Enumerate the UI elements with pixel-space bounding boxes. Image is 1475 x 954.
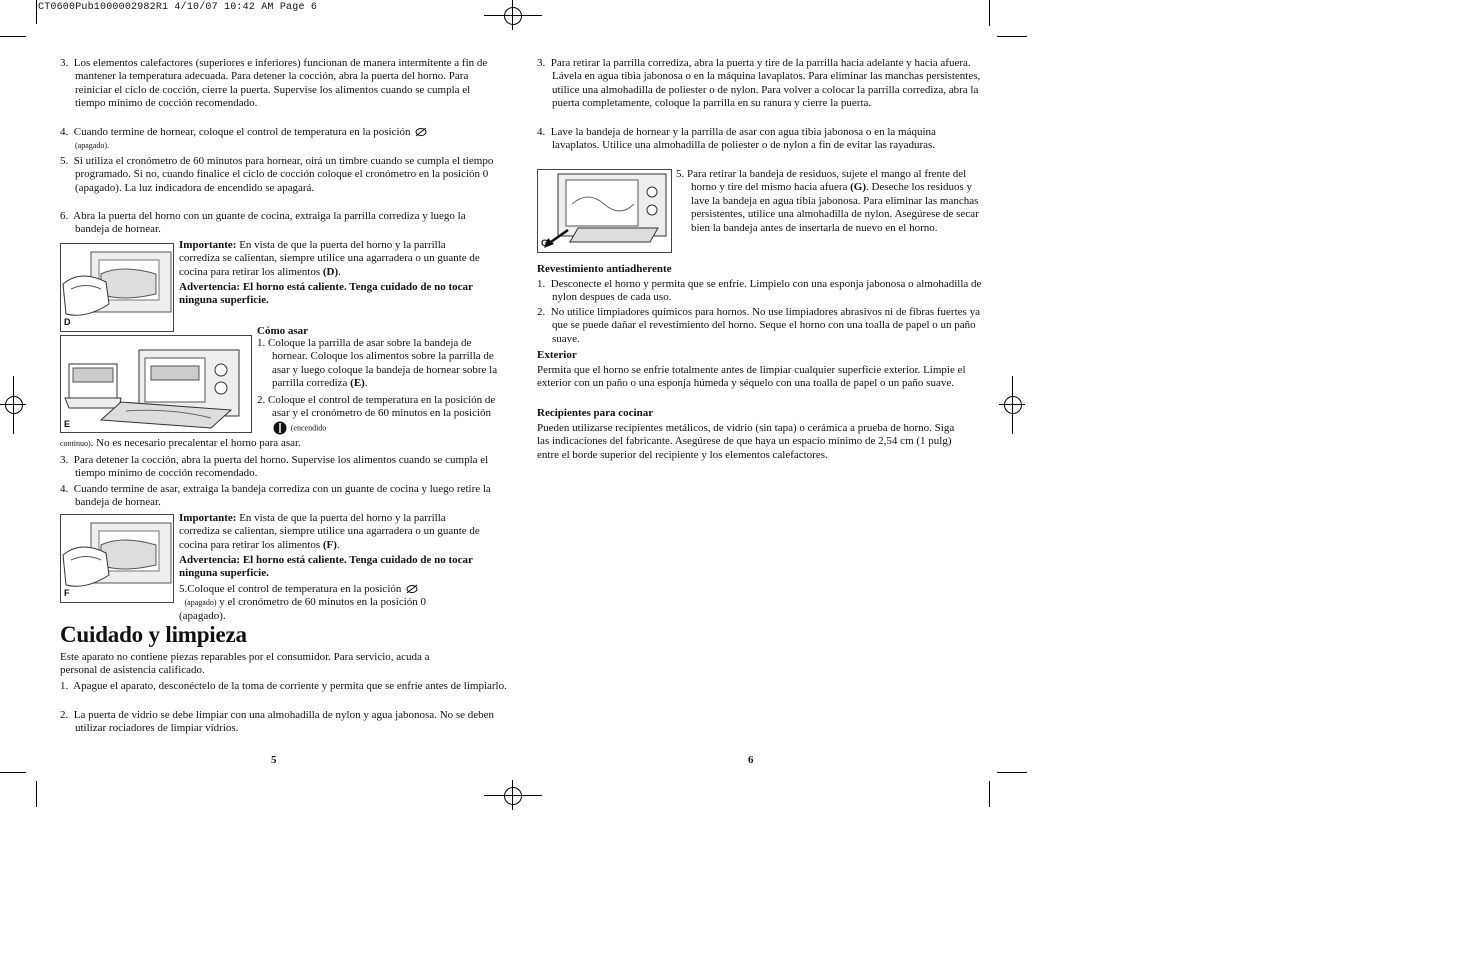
crop-mark	[997, 772, 1027, 773]
section-title: Cuidado y limpieza	[60, 622, 247, 647]
list-item: 1. Desconecte el horno y permita que se enfríe. Limpielo con una esponja jabonosa o almohadilla de nylon despues de cada uso.	[537, 278, 982, 304]
important-note-f: Importante: En vista de que la puerta del horno y la parrilla corrediza se calientan, siempre utilice una agarradera o un guante de cocina para retirar los alimentos (F).	[179, 512, 480, 551]
crop-mark	[989, 0, 990, 26]
list-item: 4. Cuando termine de hornear, coloque el control de temperatura en la posición (apagado).	[60, 126, 500, 153]
figure-label: G	[541, 238, 549, 248]
figure-label: F	[64, 588, 70, 598]
list-item: 3. Para detener la cocción, abra la puerta del horno. Supervise los alimentos cuando se cumpla el tiempo mínimo de cocción recomendado.	[60, 454, 489, 480]
list-item: 1. Coloque la parrilla de asar sobre la bandeja de hornear. Coloque los alimentos sobre la parrilla de asar y luego coloque la bandeja de hornear sobre la parrilla corrediza (E).	[257, 337, 498, 390]
section-intro: Este aparato no contiene piezas reparables por el consumidor. Para servicio, acuda a personal de asistencia calificado.	[60, 651, 430, 677]
important-note-d: Importante: En vista de que la puerta del horno y la parrilla corrediza se calientan, siempre utilice una agarradera o un guante de cocina para retirar los alimentos (D).	[179, 239, 480, 278]
section-heading: Revestimiento antiadherente	[537, 263, 672, 275]
crop-mark	[0, 36, 26, 37]
figure-label: D	[64, 317, 71, 327]
figure-d-oven-door	[60, 243, 174, 332]
list-item: 3. Los elementos calefactores (superiores e inferiores) funcionan de manera intermitente a fin de mantener la temperatura adecuada. Para detener la cocción, abra la puerta del horno. Para reiniciar el ciclo de cocción, cierre la puerta. Supervise los alimentos cuando se cumpla el tiempo mínimo de cocción recomendado.	[60, 57, 488, 110]
list-item: 4. Cuando termine de asar, extraiga la bandeja corrediza con un guante de cocina y luego retire la bandeja de hornear.	[60, 483, 491, 509]
list-item: 4. Lave la bandeja de hornear y la parrilla de asar con agua tibia jabonosa o en la máquina lavaplatos. Utilice una almohadilla de poliester o de nylon a fin de evitar las rayaduras.	[537, 126, 936, 152]
list-item: 1. Apague el aparato, desconéctelo de la toma de corriente y permita que se enfríe antes de limpiarlo.	[60, 680, 507, 692]
list-item: 5. Para retirar la bandeja de residuos, sujete el mango al frente del horno y tire del mismo hacia afuera (G). Deseche los residuos y lave la bandeja en agua tibia jabonosa. Para eliminar las manchas persistentes, utilice una almohadilla de nylon. Asegúrese de secar bien la bandeja antes de insertarla de nuevo en el horno.	[676, 168, 979, 234]
figure-g-crumb-tray	[537, 169, 672, 253]
crop-mark	[36, 781, 37, 807]
warning-note-f: Advertencia: El horno está caliente. Tenga cuidado de no tocar ninguna superficie.	[179, 554, 473, 580]
list-item: 2. La puerta de vidrio se debe limpiar con una almohadilla de nylon y agua jabonosa. No se deben utilizar rociadores de limpiar vidrios.	[60, 709, 495, 735]
continuous-on-icon	[272, 421, 288, 435]
list-item: 2. Coloque el control de temperatura en la posición de asar y el cronómetro de 60 minutos en la posición (encendido	[257, 394, 504, 435]
page-number: 6	[748, 754, 754, 766]
section-heading: Recipientes para cocinar	[537, 407, 654, 419]
list-item: 5.Coloque el control de temperatura en la posición (apagado) y el cronómetro de 60 minutos en la posición 0 (apagado).	[179, 583, 427, 622]
figure-label: E	[64, 419, 71, 429]
figure-f-oven-door	[60, 514, 174, 603]
crop-mark	[0, 772, 26, 773]
paragraph: Pueden utilizarse recipientes metálicos, de vidrio (sin tapa) o cerámica a prueba de horno. Siga las indicaciones del fabricante. Asegúrese de que haya un espacio mínimo de 2,54 cm (1 pulg) entre el borde superior del recipiente y los elementos calefactores.	[537, 422, 955, 461]
crop-mark	[989, 781, 990, 807]
crop-mark	[36, 0, 37, 24]
figure-e-broiling	[60, 335, 252, 433]
off-position-icon	[404, 583, 420, 595]
off-position-icon	[413, 126, 429, 138]
page-number: 5	[271, 754, 277, 766]
section-heading: Exterior	[537, 349, 577, 361]
crop-mark	[997, 36, 1027, 37]
warning-note-d: Advertencia: El horno está caliente. Tenga cuidado de no tocar ninguna superficie.	[179, 281, 473, 307]
printer-slug: CT0600Pub1000002982R1 4/10/07 10:42 AM Page 6	[38, 2, 318, 13]
paragraph: Permita que el horno se enfríe totalmente antes de limpiar cualquier superficie exterior. Limpie el exterior con un paño o una esponja húmeda y séquelo con una toalla de papel o un paño suave.	[537, 364, 966, 390]
list-item: 5. Si utiliza el cronómetro de 60 minutos para hornear, oirá un timbre cuando se cumpla el tiempo programado. Si no, cuando finalice el ciclo de cocción coloque el cronómetro en la posición 0 (apagado). La luz indicadora de encendido se apagará.	[60, 155, 494, 194]
list-item: 3. Para retirar la parrilla corrediza, abra la puerta y tire de la parrilla hacia adelante y hacia afuera. Lávela en agua tibia jabonosa o en la máquina lavaplatos. Para eliminar las manchas persistentes, utilice una almohadilla de poliester o de nylon. Para volver a colocar la parrilla corrediza, abra la puerta completamente, coloque la parrilla en su ranura y cierre la puerta.	[537, 57, 981, 110]
continuation-line: continuo). No es necesario precalentar el horno para asar.	[60, 437, 301, 449]
list-item: 2. No utilice limpiadores químicos para hornos. No use limpiadores abrasivos ni de fibras fuertes ya que se puede dañar el revestimiento del horno. Seque el horno con una toalla de papel o un paño suave.	[537, 306, 980, 345]
list-item: 6. Abra la puerta del horno con un guante de cocina, extraiga la parrilla corrediza y luego la bandeja de hornear.	[60, 210, 466, 236]
section-heading: Cómo asar	[257, 325, 309, 337]
